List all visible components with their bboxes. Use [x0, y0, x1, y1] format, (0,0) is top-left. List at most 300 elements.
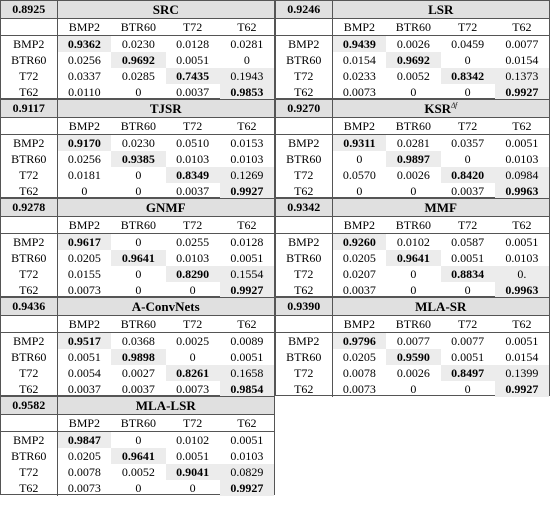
- diagonal-cell: 0.9854: [220, 381, 274, 397]
- confusion-matrix-block: [0, 297, 275, 396]
- diagonal-cell: 0.8261: [166, 365, 220, 381]
- matrix-cell: 0.0051: [230, 432, 264, 447]
- matrix-cell: 0: [189, 480, 196, 495]
- matrix-cell: 0.0103: [505, 151, 539, 166]
- column-header-row: [1, 217, 274, 234]
- matrix-cell: 0: [464, 84, 471, 99]
- diagonal-cell: 0.7435: [166, 68, 220, 84]
- matrix-cell: 0.0205: [67, 448, 101, 463]
- matrix-cell: 0: [135, 84, 142, 99]
- method-superscript: Δf: [451, 101, 458, 110]
- diagonal-cell: 0.9897: [386, 151, 440, 167]
- corner-cell: [276, 316, 332, 333]
- matrix-cell: 0.0025: [176, 333, 210, 348]
- row-label: T72: [276, 68, 332, 84]
- matrix-cell: 0.0230: [121, 135, 155, 150]
- diagonal-cell: 0.9963: [495, 183, 549, 199]
- row-label: BTR60: [1, 151, 57, 167]
- matrix-cell: 0: [243, 52, 250, 67]
- column-header: T62: [495, 19, 549, 36]
- diagonal-cell: 0.9847: [57, 432, 111, 449]
- overall-accuracy: 0.9117: [1, 100, 57, 118]
- matrix-cell: 0.0051: [451, 250, 485, 265]
- row-label: T72: [1, 167, 57, 183]
- matrix-cell: 0.0051: [67, 349, 101, 364]
- column-header-row: [276, 217, 549, 234]
- table-row: [276, 183, 549, 199]
- method-name: [57, 100, 274, 118]
- matrix-cell: 0.0073: [342, 381, 376, 396]
- row-label: BMP2: [1, 432, 57, 449]
- matrix-cell: 0.1943: [220, 68, 274, 84]
- matrix-cell: 0.0510: [176, 135, 210, 150]
- method-label: TJSR: [149, 100, 182, 116]
- matrix-cell: 0.0587: [451, 234, 485, 249]
- diagonal-cell: 0.9170: [57, 135, 111, 152]
- confusion-matrix-table: [1, 100, 274, 199]
- table-row: [1, 381, 274, 397]
- method-label: KSR: [424, 100, 452, 116]
- method-name: [332, 1, 549, 19]
- matrix-cell: 0.0037: [176, 183, 210, 198]
- table-row: [276, 349, 549, 365]
- diagonal-cell: 0.9927: [495, 381, 549, 397]
- confusion-matrix-table: [276, 199, 549, 298]
- matrix-cell: 0: [464, 52, 471, 67]
- confusion-matrix-block: [275, 198, 550, 297]
- column-header-row: [1, 19, 274, 36]
- diagonal-cell: 0.9590: [386, 349, 440, 365]
- overall-accuracy: 0.9342: [276, 199, 332, 217]
- row-label: BTR60: [1, 52, 57, 68]
- diagonal-cell: 0.9641: [111, 250, 165, 266]
- column-header: T72: [441, 118, 495, 135]
- matrix-cell: 0: [356, 151, 363, 166]
- matrix-cell: 0.0037: [342, 282, 376, 297]
- table-row: [1, 68, 274, 84]
- matrix-cell: 0.0037: [451, 183, 485, 198]
- table-row: [276, 52, 549, 68]
- table-row: [276, 135, 549, 152]
- column-header: T62: [495, 217, 549, 234]
- row-label: T62: [1, 84, 57, 100]
- row-label: BTR60: [1, 349, 57, 365]
- column-header: T72: [166, 118, 220, 135]
- table-row: [276, 167, 549, 183]
- diagonal-cell: 0.9641: [111, 448, 165, 464]
- diagonal-cell: 0.9439: [332, 36, 386, 53]
- matrix-cell: 0.0037: [121, 381, 155, 396]
- table-row: [276, 36, 549, 53]
- matrix-cell: 0.0154: [505, 349, 539, 364]
- column-header: BTR60: [386, 19, 440, 36]
- table-row: [1, 365, 274, 381]
- column-header: T72: [441, 217, 495, 234]
- matrix-cell: 0: [464, 151, 471, 166]
- matrix-cell: 0.0153: [230, 135, 264, 150]
- row-label: BTR60: [276, 52, 332, 68]
- diagonal-cell: 0.8420: [441, 167, 495, 183]
- matrix-cell: 0: [410, 266, 417, 281]
- matrix-cell: 0.0205: [342, 250, 376, 265]
- table-row: [1, 333, 274, 350]
- matrix-cell: 0.0103: [176, 250, 210, 265]
- table-row: [1, 480, 274, 496]
- matrix-cell: 0: [135, 266, 142, 281]
- column-header: T72: [441, 19, 495, 36]
- diagonal-cell: 0.9898: [111, 349, 165, 365]
- matrix-cell: 0.0154: [505, 52, 539, 67]
- diagonal-cell: 0.8342: [441, 68, 495, 84]
- column-header: BTR60: [386, 316, 440, 333]
- method-label: A-ConvNets: [131, 298, 200, 314]
- diagonal-cell: 0.9260: [332, 234, 386, 251]
- column-header: BMP2: [332, 118, 386, 135]
- column-header: BTR60: [111, 415, 165, 432]
- confusion-matrix-block: [275, 0, 550, 99]
- method-label: MLA-LSR: [135, 397, 196, 413]
- matrix-cell: 0.0073: [67, 480, 101, 495]
- row-label: T72: [1, 68, 57, 84]
- method-name: [332, 199, 549, 217]
- matrix-cell: 0.0026: [396, 36, 430, 51]
- matrix-cell: 0.0155: [67, 266, 101, 281]
- table-row: [1, 167, 274, 183]
- table-row: [1, 266, 274, 282]
- column-header: T72: [166, 217, 220, 234]
- matrix-cell: 0.0051: [176, 448, 210, 463]
- matrix-cell: 0.0103: [230, 151, 264, 166]
- overall-accuracy: 0.9436: [1, 298, 57, 316]
- row-label: BTR60: [1, 250, 57, 266]
- row-label: T62: [1, 183, 57, 199]
- corner-cell: [1, 118, 57, 135]
- column-header: BMP2: [332, 19, 386, 36]
- method-label: SRC: [152, 1, 179, 17]
- matrix-cell: 0.0052: [396, 68, 430, 83]
- table-row: [276, 381, 549, 397]
- matrix-cell: 0.0054: [67, 365, 101, 380]
- row-label: T62: [276, 381, 332, 397]
- diagonal-cell: 0.9517: [57, 333, 111, 350]
- row-label: BMP2: [1, 135, 57, 152]
- method-name: [332, 100, 549, 118]
- matrix-cell: 0: [464, 381, 471, 396]
- column-header-row: [1, 118, 274, 135]
- table-row: [276, 266, 549, 282]
- row-label: BMP2: [276, 333, 332, 350]
- column-header: BTR60: [111, 118, 165, 135]
- matrix-cell: 0.0128: [176, 36, 210, 51]
- matrix-cell: 0.0089: [230, 333, 264, 348]
- overall-accuracy: 0.8925: [1, 1, 57, 19]
- diagonal-cell: 0.9927: [220, 183, 274, 199]
- matrix-cell: 0.0077: [396, 333, 430, 348]
- method-label: GNMF: [145, 199, 186, 215]
- matrix-cell: 0: [356, 183, 363, 198]
- column-header: BMP2: [57, 118, 111, 135]
- matrix-cell: 0.0077: [451, 333, 485, 348]
- column-header: BMP2: [57, 415, 111, 432]
- diagonal-cell: 0.9927: [220, 282, 274, 298]
- matrix-cell: 0.0051: [505, 333, 539, 348]
- table-row: [1, 282, 274, 298]
- column-header: T72: [166, 316, 220, 333]
- overall-accuracy: 0.9246: [276, 1, 332, 19]
- table-row: [276, 250, 549, 266]
- matrix-cell: 0.0205: [342, 349, 376, 364]
- column-header: BTR60: [111, 19, 165, 36]
- column-header: T72: [166, 19, 220, 36]
- confusion-matrix-table: [1, 397, 274, 496]
- row-label: BTR60: [276, 349, 332, 365]
- matrix-cell: 0.0026: [396, 365, 430, 380]
- matrix-cell: 0.0037: [176, 84, 210, 99]
- overall-accuracy: 0.9270: [276, 100, 332, 118]
- matrix-cell: 0.0829: [220, 464, 274, 480]
- confusion-matrix-block: [0, 396, 275, 495]
- matrix-cell: 0.0077: [505, 36, 539, 51]
- method-label: MMF: [424, 199, 457, 215]
- row-label: T72: [1, 464, 57, 480]
- row-label: BMP2: [1, 234, 57, 251]
- matrix-cell: 0.0154: [342, 52, 376, 67]
- matrix-cell: 0.0037: [67, 381, 101, 396]
- matrix-cell: 0: [135, 167, 142, 182]
- column-header-row: [276, 316, 549, 333]
- column-header: T62: [220, 118, 274, 135]
- diagonal-cell: 0.8497: [441, 365, 495, 381]
- column-header: BMP2: [332, 316, 386, 333]
- matrix-cell: 0.0256: [67, 151, 101, 166]
- column-header: BMP2: [57, 19, 111, 36]
- column-header-row: [276, 118, 549, 135]
- diagonal-cell: 0.9692: [386, 52, 440, 68]
- column-header: BTR60: [111, 217, 165, 234]
- overall-accuracy: 0.9390: [276, 298, 332, 316]
- confusion-matrix-block: [275, 297, 550, 396]
- corner-cell: [276, 217, 332, 234]
- column-header-row: [1, 415, 274, 432]
- matrix-cell: 0: [410, 381, 417, 396]
- matrix-cell: 0.0051: [176, 52, 210, 67]
- row-label: T72: [1, 365, 57, 381]
- matrix-cell: 0.0368: [121, 333, 155, 348]
- matrix-cell: 0.0051: [230, 250, 264, 265]
- column-header: T62: [220, 217, 274, 234]
- matrix-cell: 0.1269: [220, 167, 274, 183]
- matrix-cell: 0.1554: [220, 266, 274, 282]
- matrix-cell: 0: [81, 183, 88, 198]
- matrix-cell: 0: [135, 432, 142, 447]
- matrix-cell: 0.0073: [67, 282, 101, 297]
- column-header: BMP2: [332, 217, 386, 234]
- matrix-cell: 0.0207: [342, 266, 376, 281]
- column-header: BTR60: [386, 217, 440, 234]
- row-label: BMP2: [276, 135, 332, 152]
- matrix-cell: 0.0984: [495, 167, 549, 183]
- diagonal-cell: 0.9362: [57, 36, 111, 53]
- table-row: [276, 68, 549, 84]
- column-header: T62: [495, 316, 549, 333]
- column-header: BMP2: [57, 217, 111, 234]
- table-row: [276, 151, 549, 167]
- row-label: BTR60: [276, 250, 332, 266]
- table-row: [1, 250, 274, 266]
- confusion-matrix-table: [1, 298, 274, 397]
- diagonal-cell: 0.9692: [111, 52, 165, 68]
- matrix-cell: 0.0052: [121, 464, 155, 479]
- matrix-cell: 0.0102: [176, 432, 210, 447]
- corner-cell: [1, 217, 57, 234]
- table-row: [1, 135, 274, 152]
- confusion-matrix-block: [0, 198, 275, 297]
- confusion-matrix-table: [1, 1, 274, 100]
- matrix-cell: 0.0337: [67, 68, 101, 83]
- matrix-cell: 0.0459: [451, 36, 485, 51]
- method-name: [57, 298, 274, 316]
- method-name: [57, 397, 274, 415]
- overall-accuracy: 0.9278: [1, 199, 57, 217]
- table-row: [1, 432, 274, 449]
- corner-cell: [1, 316, 57, 333]
- matrix-cell: 0.0102: [396, 234, 430, 249]
- matrix-cell: 0.0026: [396, 167, 430, 182]
- overall-accuracy: 0.9582: [1, 397, 57, 415]
- corner-cell: [1, 19, 57, 36]
- table-row: [276, 333, 549, 350]
- column-header: BTR60: [111, 316, 165, 333]
- confusion-matrix-block: [275, 99, 550, 198]
- row-label: T72: [1, 266, 57, 282]
- column-header-row: [1, 316, 274, 333]
- row-label: BTR60: [1, 448, 57, 464]
- matrix-cell: 0: [464, 282, 471, 297]
- column-header: T62: [220, 19, 274, 36]
- table-row: [1, 151, 274, 167]
- matrix-cell: 0.0570: [342, 167, 376, 182]
- row-label: T62: [276, 183, 332, 199]
- diagonal-cell: 0.9385: [111, 151, 165, 167]
- corner-cell: [276, 118, 332, 135]
- diagonal-cell: 0.9927: [220, 480, 274, 496]
- table-row: [276, 282, 549, 298]
- matrix-cell: 0: [135, 282, 142, 297]
- matrix-cell: 0.0357: [451, 135, 485, 150]
- confusion-matrix-table: [276, 298, 549, 397]
- table-row: [276, 365, 549, 381]
- confusion-matrix-table: [1, 199, 274, 298]
- matrix-cell: 0.0103: [230, 448, 264, 463]
- table-row: [1, 36, 274, 53]
- confusion-matrix-table: [276, 100, 549, 199]
- confusion-matrix-block: [0, 0, 275, 99]
- matrix-cell: 0: [135, 234, 142, 249]
- diagonal-cell: 0.9311: [332, 135, 386, 152]
- table-row: [1, 234, 274, 251]
- matrix-cell: 0.0073: [342, 84, 376, 99]
- diagonal-cell: 0.9963: [495, 282, 549, 298]
- column-header: BTR60: [386, 118, 440, 135]
- row-label: BMP2: [1, 333, 57, 350]
- diagonal-cell: 0.9617: [57, 234, 111, 251]
- matrix-cell: 0.0078: [342, 365, 376, 380]
- matrix-cell: 0.0230: [121, 36, 155, 51]
- row-label: BTR60: [276, 151, 332, 167]
- row-label: BMP2: [1, 36, 57, 53]
- matrix-cell: 0.0051: [451, 349, 485, 364]
- diagonal-cell: 0.9641: [386, 250, 440, 266]
- diagonal-cell: 0.9796: [332, 333, 386, 350]
- corner-cell: [1, 415, 57, 432]
- table-row: [1, 349, 274, 365]
- matrix-cell: 0.0285: [121, 68, 155, 83]
- row-label: T62: [1, 282, 57, 298]
- matrix-cell: 0.0256: [67, 52, 101, 67]
- matrix-cell: 0.0110: [68, 84, 101, 99]
- matrix-cell: 0.0205: [67, 250, 101, 265]
- row-label: T72: [276, 167, 332, 183]
- method-label: LSR: [428, 1, 454, 17]
- row-label: T62: [1, 480, 57, 496]
- matrix-cell: 0.1373: [495, 68, 549, 84]
- matrix-cell: 0.0078: [67, 464, 101, 479]
- matrix-cell: 0.0233: [342, 68, 376, 83]
- method-label: MLA-SR: [415, 298, 467, 314]
- matrix-cell: 0: [189, 349, 196, 364]
- matrix-cell: 0.0051: [505, 135, 539, 150]
- matrix-cell: 0.0103: [176, 151, 210, 166]
- table-row: [1, 464, 274, 480]
- table-row: [1, 52, 274, 68]
- matrix-cell: 0: [189, 282, 196, 297]
- method-name: [57, 199, 274, 217]
- diagonal-cell: 0.8290: [166, 266, 220, 282]
- diagonal-cell: 0.8834: [441, 266, 495, 282]
- matrix-cell: 0.0051: [230, 349, 264, 364]
- diagonal-cell: 0.9041: [166, 464, 220, 480]
- matrix-cell: 0.0255: [176, 234, 210, 249]
- column-header: T62: [220, 415, 274, 432]
- diagonal-cell: 0.8349: [166, 167, 220, 183]
- matrix-cell: 0.0073: [176, 381, 210, 396]
- column-header: T62: [495, 118, 549, 135]
- matrix-cell: 0.0181: [67, 167, 101, 182]
- table-row: [276, 84, 549, 100]
- method-name: [332, 298, 549, 316]
- matrix-cell: 0.: [495, 266, 549, 282]
- corner-cell: [276, 19, 332, 36]
- confusion-matrix-table: [276, 1, 549, 100]
- matrix-cell: 0: [135, 480, 142, 495]
- matrix-cell: 0.0051: [505, 234, 539, 249]
- matrix-cell: 0: [410, 84, 417, 99]
- row-label: BMP2: [276, 234, 332, 251]
- matrix-cell: 0: [410, 183, 417, 198]
- table-row: [1, 84, 274, 100]
- matrix-cell: 0.0103: [505, 250, 539, 265]
- column-header: T72: [166, 415, 220, 432]
- matrix-cell: 0.1658: [220, 365, 274, 381]
- table-row: [1, 448, 274, 464]
- row-label: T72: [276, 365, 332, 381]
- row-label: T62: [276, 282, 332, 298]
- diagonal-cell: 0.9853: [220, 84, 274, 100]
- matrix-cell: 0: [410, 282, 417, 297]
- column-header: BMP2: [57, 316, 111, 333]
- table-row: [1, 183, 274, 199]
- diagonal-cell: 0.9927: [495, 84, 549, 100]
